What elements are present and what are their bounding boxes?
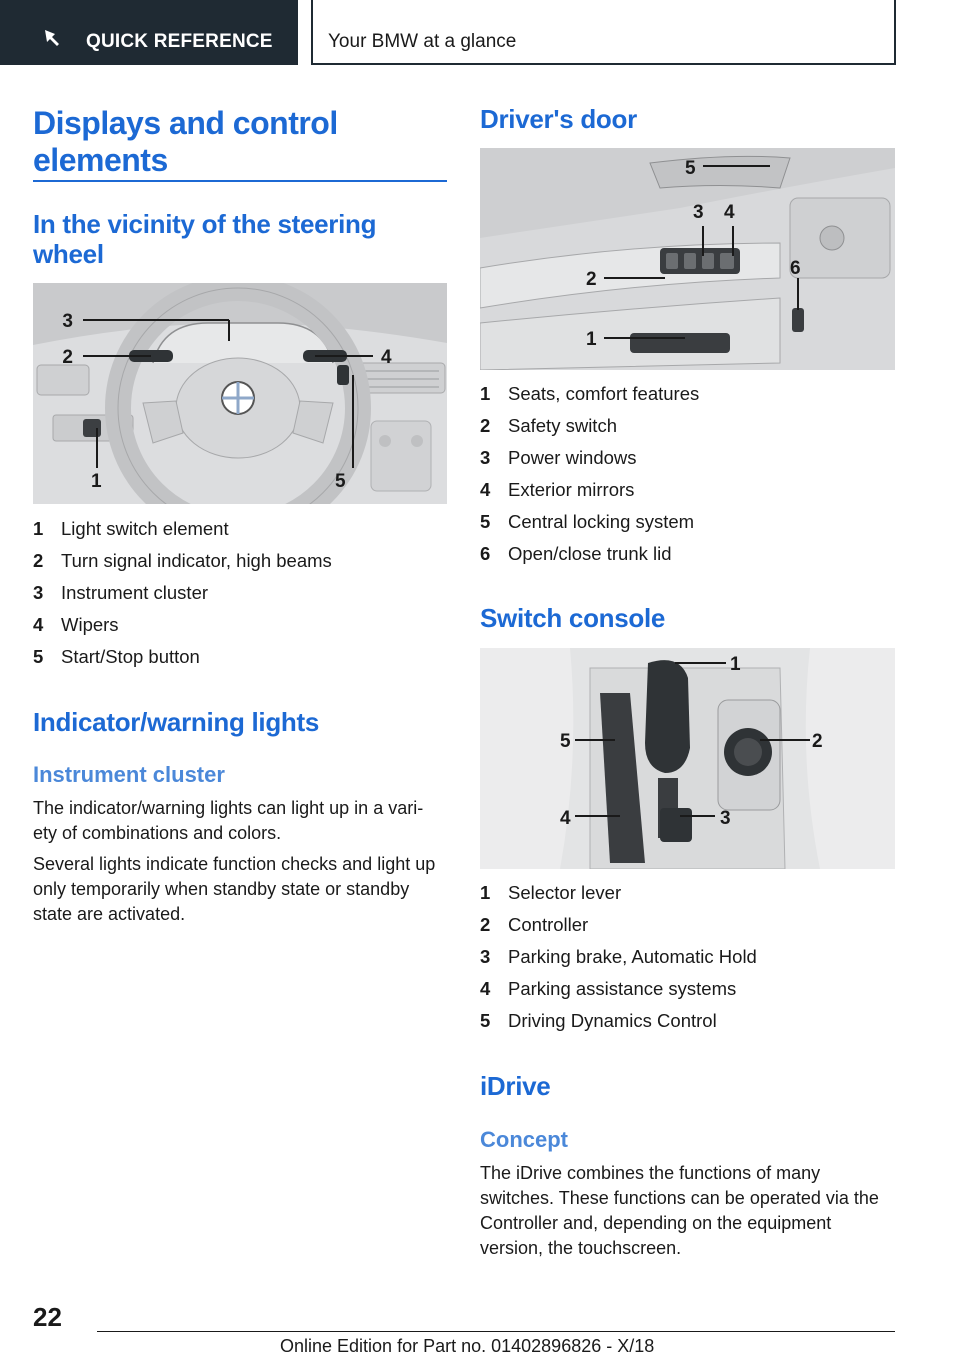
list-item: 6 Open/close trunk lid: [480, 543, 672, 564]
door-legend: [480, 378, 895, 570]
door-callout-2: 2: [586, 269, 597, 290]
indicator-para-2: Several lights indicate function checks and light up only temporarily when standby state or standby state are activated.: [33, 854, 436, 924]
door-callout-6: 6: [790, 258, 801, 279]
steering-wheel-figure: [33, 283, 447, 504]
list-item: 2 Turn signal indicator, high beams: [33, 550, 332, 571]
chapter-box: [311, 0, 896, 65]
list-item: 3 Parking brake, Automatic Hold: [480, 946, 757, 967]
page-title: Displays and control elements: [33, 105, 338, 178]
steering-callout-1: 1: [91, 471, 102, 492]
door-callout-1: 1: [586, 329, 597, 350]
indicator-para-1: The indicator/warning lights can light up in a vari-ety of combinations and colors.: [33, 798, 424, 843]
switch-console-figure: [480, 648, 895, 869]
list-item: 5 Driving Dynamics Control: [480, 1010, 717, 1031]
steering-wheel-illustration: [33, 283, 447, 504]
chapter-label: Your BMW at a glance: [328, 31, 517, 52]
list-item: 5 Start/Stop button: [33, 646, 200, 667]
indicator-heading: Indicator/warning lights: [33, 707, 320, 737]
console-heading: Switch console: [480, 603, 666, 633]
console-callout-2: 2: [812, 731, 823, 752]
list-item: 2 Controller: [480, 914, 589, 935]
list-item: 1 Light switch element: [33, 518, 229, 539]
list-item: 5 Central locking system: [480, 511, 695, 532]
door-callout-5: 5: [685, 158, 696, 179]
list-item: 3 Instrument cluster: [33, 582, 209, 603]
steering-callout-2: 2: [62, 347, 73, 368]
door-callout-3: 3: [693, 202, 704, 223]
concept-subheading: Concept: [480, 1127, 568, 1152]
console-callout-5: 5: [560, 731, 571, 752]
door-heading: Driver's door: [480, 104, 637, 134]
edition-text: Online Edition for Part no. 01402896826 - X/18: [280, 1336, 655, 1356]
pin-icon: [42, 27, 64, 49]
steering-callout-5: 5: [335, 471, 346, 492]
drivers-door-figure: [480, 148, 895, 370]
cluster-subheading: Instrument cluster: [33, 762, 225, 787]
list-item: 4 Parking assistance systems: [480, 978, 737, 999]
section-tab[interactable]: [0, 0, 298, 65]
footer-rule: [97, 1331, 895, 1332]
console-legend: [480, 877, 895, 1037]
list-item: 4 Wipers: [33, 614, 119, 635]
drivers-door-illustration: [480, 148, 895, 370]
list-item: 1 Selector lever: [480, 882, 622, 903]
console-callout-4: 4: [560, 808, 571, 829]
title-rule: [33, 180, 447, 182]
switch-console-illustration: [480, 648, 895, 869]
door-callout-4: 4: [724, 202, 735, 223]
list-item: 3 Power windows: [480, 447, 637, 468]
steering-callout-4: 4: [381, 347, 392, 368]
console-callout-3: 3: [720, 808, 731, 829]
steering-callout-3: 3: [62, 311, 73, 332]
page-number: 22: [33, 1302, 62, 1332]
idrive-heading: iDrive: [480, 1071, 551, 1101]
steering-heading: In the vicinity of the steering wheel: [33, 209, 377, 269]
section-label: QUICK REFERENCE: [86, 31, 273, 52]
console-callout-1: 1: [730, 654, 741, 675]
idrive-para: The iDrive combines the functions of many switches. These functions can be operated via the Controller and, depending on the equipment version, the touchscreen.: [480, 1163, 879, 1258]
list-item: 1 Seats, comfort features: [480, 383, 700, 404]
list-item: 2 Safety switch: [480, 415, 617, 436]
steering-legend: [33, 513, 447, 673]
list-item: 4 Exterior mirrors: [480, 479, 635, 500]
